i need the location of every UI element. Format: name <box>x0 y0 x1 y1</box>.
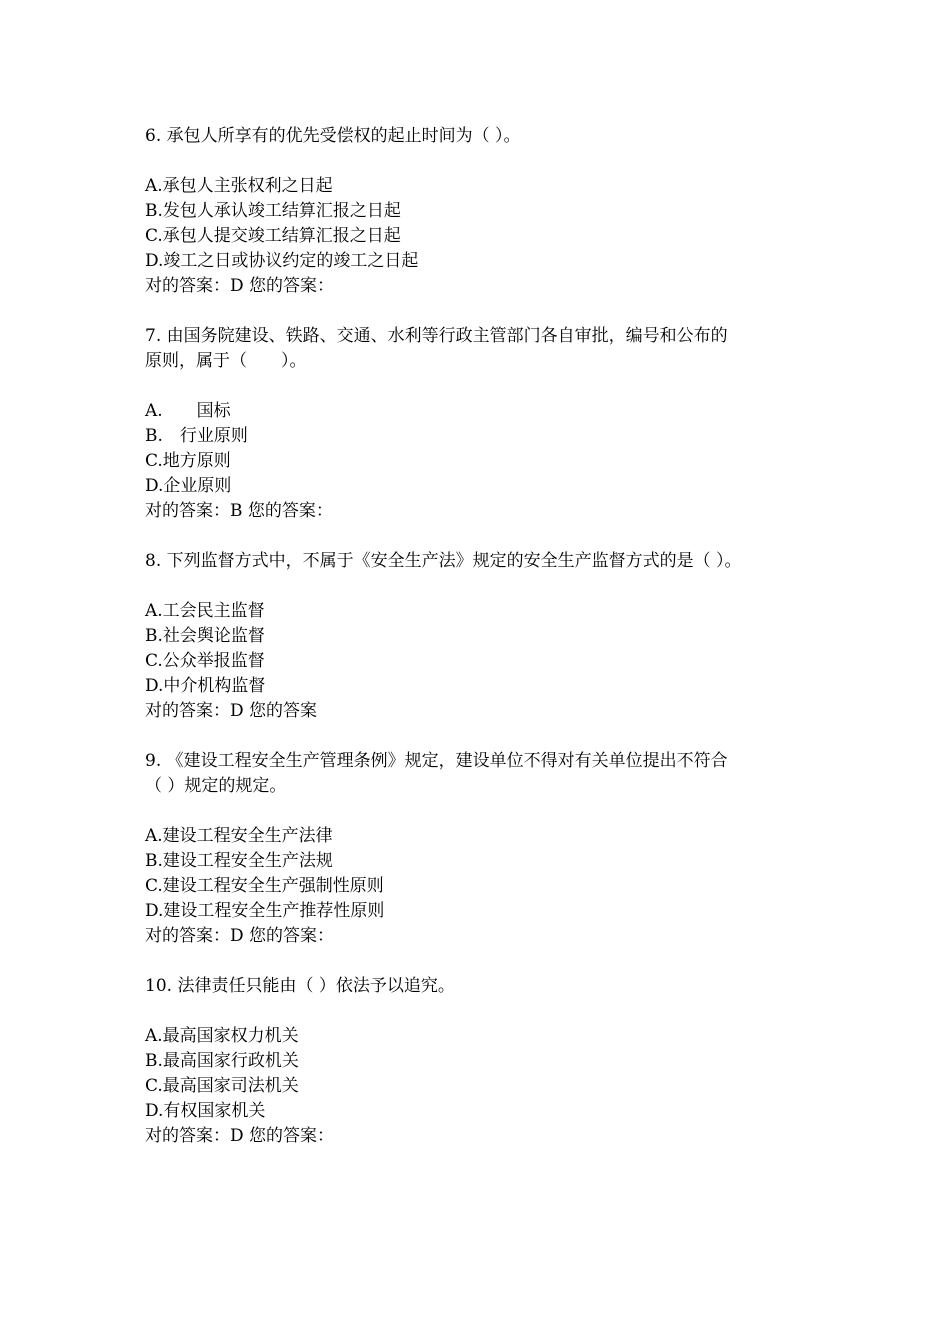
blank-line <box>145 374 845 399</box>
option-b: B.社会舆论监督 <box>145 626 265 646</box>
question-6 <box>145 124 845 299</box>
blank-line <box>145 149 845 174</box>
question-stem-continued: （ ）规定的规定。 <box>145 776 287 796</box>
answer-line: 对的答案：D 您的答案： <box>145 1126 335 1146</box>
document-page <box>145 124 845 1149</box>
question-7 <box>145 324 845 524</box>
option-a: A.建设工程安全生产法律 <box>145 826 333 846</box>
blank-line <box>145 299 845 324</box>
blank-line <box>145 999 845 1024</box>
answer-line: 对的答案：D 您的答案 <box>145 701 318 721</box>
blank-line <box>145 724 845 749</box>
option-d: D.建设工程安全生产推荐性原则 <box>145 901 385 921</box>
answer-line: 对的答案：D 您的答案： <box>145 926 335 946</box>
option-a: A.承包人主张权利之日起 <box>145 176 333 196</box>
option-d: D.企业原则 <box>145 476 232 496</box>
option-b: B. 行业原则 <box>145 426 248 446</box>
question-stem: 10. 法律责任只能由（ ）依法予以追究。 <box>145 976 455 996</box>
blank-line <box>145 574 845 599</box>
option-b: B.建设工程安全生产法规 <box>145 851 333 871</box>
question-8 <box>145 549 845 724</box>
option-d: D.中介机构监督 <box>145 676 266 696</box>
blank-line <box>145 949 845 974</box>
option-b: B.最高国家行政机关 <box>145 1051 299 1071</box>
question-stem: 9. 《建设工程安全生产管理条例》规定，建设单位不得对有关单位提出不符合 <box>145 751 728 771</box>
question-stem: 8. 下列监督方式中，不属于《安全生产法》规定的安全生产监督方式的是（ ）。 <box>145 551 742 571</box>
answer-line: 对的答案：B 您的答案： <box>145 501 333 521</box>
option-b: B.发包人承认竣工结算汇报之日起 <box>145 201 401 221</box>
option-c: C.公众举报监督 <box>145 651 265 671</box>
blank-line <box>145 524 845 549</box>
option-d: D.有权国家机关 <box>145 1101 266 1121</box>
option-a: A.最高国家权力机关 <box>145 1026 299 1046</box>
answer-line: 对的答案：D 您的答案： <box>145 276 335 296</box>
question-9 <box>145 749 845 949</box>
blank-line <box>145 799 845 824</box>
option-c: C.建设工程安全生产强制性原则 <box>145 876 384 896</box>
option-a: A. 国标 <box>145 401 231 421</box>
option-c: C.最高国家司法机关 <box>145 1076 299 1096</box>
question-stem: 7. 由国务院建设、铁路、交通、水利等行政主管部门各自审批，编号和公布的 <box>145 326 728 346</box>
option-d: D.竣工之日或协议约定的竣工之日起 <box>145 251 419 271</box>
option-a: A.工会民主监督 <box>145 601 265 621</box>
question-stem: 6. 承包人所享有的优先受偿权的起止时间为（ ）。 <box>145 126 521 146</box>
option-c: C.承包人提交竣工结算汇报之日起 <box>145 226 401 246</box>
question-stem-continued: 原则，属于（ ）。 <box>145 351 307 371</box>
option-c: C.地方原则 <box>145 451 231 471</box>
question-10 <box>145 974 845 1149</box>
